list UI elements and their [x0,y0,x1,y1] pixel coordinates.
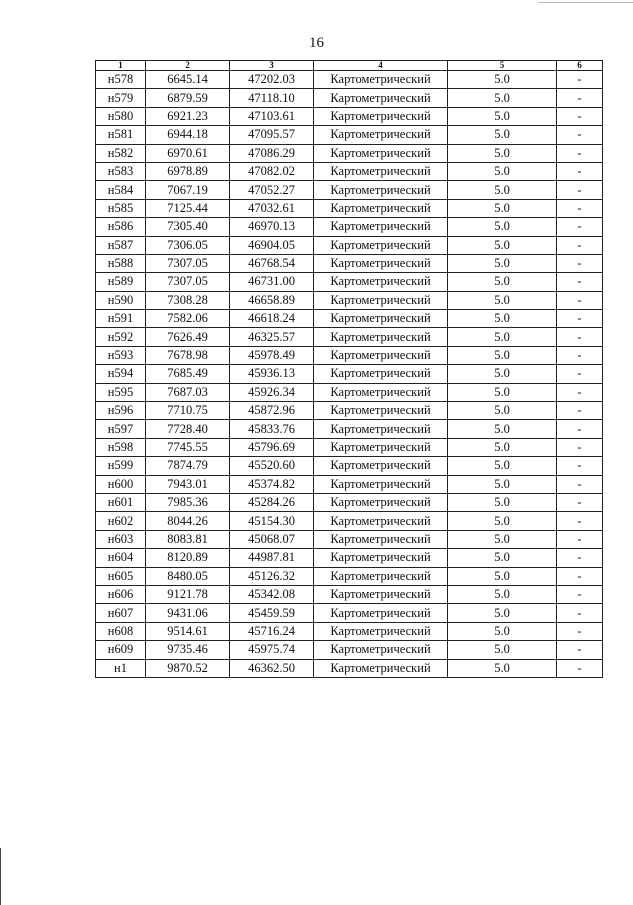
accuracy-cell: 5.0 [448,420,557,438]
table-row [96,71,603,89]
table-row [96,236,603,254]
method-cell: Картометрический [314,549,448,567]
method-cell: Картометрический [314,126,448,144]
point-id-cell: н599 [96,457,146,475]
note-cell: - [557,273,603,291]
note-cell: - [557,199,603,217]
x-coordinate-cell: 7678.98 [146,346,230,364]
note-cell: - [557,254,603,272]
y-coordinate-cell: 46731.00 [230,273,314,291]
note-cell: - [557,71,603,89]
method-cell: Картометрический [314,199,448,217]
point-id-cell: н600 [96,475,146,493]
y-coordinate-cell: 45342.08 [230,585,314,603]
accuracy-cell: 5.0 [448,604,557,622]
method-cell: Картометрический [314,162,448,180]
accuracy-cell: 5.0 [448,383,557,401]
table-row [96,402,603,420]
table-row [96,107,603,125]
accuracy-cell: 5.0 [448,438,557,456]
x-coordinate-cell: 6944.18 [146,126,230,144]
x-coordinate-cell: 6879.59 [146,89,230,107]
accuracy-cell: 5.0 [448,659,557,677]
note-cell: - [557,641,603,659]
note-cell: - [557,475,603,493]
note-cell: - [557,365,603,383]
accuracy-cell: 5.0 [448,530,557,548]
table-row [96,218,603,236]
point-id-cell: н590 [96,291,146,309]
x-coordinate-cell: 7307.05 [146,254,230,272]
note-cell: - [557,89,603,107]
x-coordinate-cell: 7728.40 [146,420,230,438]
method-cell: Картометрический [314,346,448,364]
point-id-cell: н598 [96,438,146,456]
table-row [96,475,603,493]
x-coordinate-cell: 7874.79 [146,457,230,475]
y-coordinate-cell: 45459.59 [230,604,314,622]
x-coordinate-cell: 7626.49 [146,328,230,346]
method-cell: Картометрический [314,493,448,511]
note-cell: - [557,107,603,125]
column-header-1: 1 [96,61,146,71]
y-coordinate-cell: 45926.34 [230,383,314,401]
accuracy-cell: 5.0 [448,365,557,383]
accuracy-cell: 5.0 [448,457,557,475]
note-cell: - [557,402,603,420]
table-row [96,162,603,180]
y-coordinate-cell: 45978.49 [230,346,314,364]
x-coordinate-cell: 8480.05 [146,567,230,585]
x-coordinate-cell: 7687.03 [146,383,230,401]
point-id-cell: н579 [96,89,146,107]
point-id-cell: н594 [96,365,146,383]
table-row [96,641,603,659]
accuracy-cell: 5.0 [448,71,557,89]
note-cell: - [557,126,603,144]
note-cell: - [557,383,603,401]
note-cell: - [557,144,603,162]
left-edge-rule [0,848,1,905]
note-cell: - [557,549,603,567]
method-cell: Картометрический [314,530,448,548]
point-id-cell: н605 [96,567,146,585]
x-coordinate-cell: 7710.75 [146,402,230,420]
point-id-cell: н587 [96,236,146,254]
method-cell: Картометрический [314,328,448,346]
accuracy-cell: 5.0 [448,236,557,254]
y-coordinate-cell: 46658.89 [230,291,314,309]
y-coordinate-cell: 45068.07 [230,530,314,548]
point-id-cell: н607 [96,604,146,622]
x-coordinate-cell: 6978.89 [146,162,230,180]
y-coordinate-cell: 46362.50 [230,659,314,677]
accuracy-cell: 5.0 [448,622,557,640]
y-coordinate-cell: 46618.24 [230,310,314,328]
accuracy-cell: 5.0 [448,402,557,420]
method-cell: Картометрический [314,567,448,585]
note-cell: - [557,585,603,603]
note-cell: - [557,181,603,199]
accuracy-cell: 5.0 [448,641,557,659]
y-coordinate-cell: 45520.60 [230,457,314,475]
x-coordinate-cell: 6970.61 [146,144,230,162]
point-id-cell: н601 [96,493,146,511]
method-cell: Картометрический [314,585,448,603]
column-header-6: 6 [557,61,603,71]
x-coordinate-cell: 7985.36 [146,493,230,511]
accuracy-cell: 5.0 [448,346,557,364]
accuracy-cell: 5.0 [448,328,557,346]
note-cell: - [557,218,603,236]
table-row [96,659,603,677]
table-row [96,89,603,107]
method-cell: Картометрический [314,273,448,291]
method-cell: Картометрический [314,641,448,659]
note-cell: - [557,310,603,328]
accuracy-cell: 5.0 [448,89,557,107]
y-coordinate-cell: 47118.10 [230,89,314,107]
accuracy-cell: 5.0 [448,493,557,511]
accuracy-cell: 5.0 [448,585,557,603]
accuracy-cell: 5.0 [448,162,557,180]
point-id-cell: н580 [96,107,146,125]
accuracy-cell: 5.0 [448,549,557,567]
x-coordinate-cell: 7943.01 [146,475,230,493]
x-coordinate-cell: 7685.49 [146,365,230,383]
table-row [96,199,603,217]
note-cell: - [557,328,603,346]
x-coordinate-cell: 7306.05 [146,236,230,254]
y-coordinate-cell: 47052.27 [230,181,314,199]
accuracy-cell: 5.0 [448,291,557,309]
accuracy-cell: 5.0 [448,144,557,162]
point-id-cell: н581 [96,126,146,144]
table-row [96,254,603,272]
point-id-cell: н602 [96,512,146,530]
point-id-cell: н584 [96,181,146,199]
x-coordinate-cell: 6645.14 [146,71,230,89]
accuracy-cell: 5.0 [448,107,557,125]
note-cell: - [557,659,603,677]
y-coordinate-cell: 45975.74 [230,641,314,659]
y-coordinate-cell: 46768.54 [230,254,314,272]
table-row [96,144,603,162]
method-cell: Картометрический [314,181,448,199]
table-row [96,126,603,144]
method-cell: Картометрический [314,107,448,125]
method-cell: Картометрический [314,420,448,438]
method-cell: Картометрический [314,89,448,107]
point-id-cell: н597 [96,420,146,438]
accuracy-cell: 5.0 [448,512,557,530]
table-row [96,585,603,603]
coordinates-table [95,60,603,678]
x-coordinate-cell: 8120.89 [146,549,230,567]
point-id-cell: н595 [96,383,146,401]
method-cell: Картометрический [314,457,448,475]
method-cell: Картометрический [314,622,448,640]
y-coordinate-cell: 47032.61 [230,199,314,217]
method-cell: Картометрический [314,383,448,401]
point-id-cell: н582 [96,144,146,162]
method-cell: Картометрический [314,475,448,493]
table-row [96,622,603,640]
point-id-cell: н603 [96,530,146,548]
method-cell: Картометрический [314,310,448,328]
note-cell: - [557,493,603,511]
x-coordinate-cell: 7307.05 [146,273,230,291]
y-coordinate-cell: 45126.32 [230,567,314,585]
point-id-cell: н1 [96,659,146,677]
y-coordinate-cell: 47086.29 [230,144,314,162]
point-id-cell: н583 [96,162,146,180]
y-coordinate-cell: 47103.61 [230,107,314,125]
x-coordinate-cell: 8044.26 [146,512,230,530]
point-id-cell: н609 [96,641,146,659]
x-coordinate-cell: 7582.06 [146,310,230,328]
note-cell: - [557,291,603,309]
table-row [96,457,603,475]
note-cell: - [557,512,603,530]
x-coordinate-cell: 7125.44 [146,199,230,217]
x-coordinate-cell: 9870.52 [146,659,230,677]
note-cell: - [557,604,603,622]
top-edge-rule [538,2,633,3]
note-cell: - [557,346,603,364]
method-cell: Картометрический [314,236,448,254]
method-cell: Картометрический [314,512,448,530]
accuracy-cell: 5.0 [448,254,557,272]
y-coordinate-cell: 47202.03 [230,71,314,89]
column-header-4: 4 [314,61,448,71]
method-cell: Картометрический [314,438,448,456]
x-coordinate-cell: 6921.23 [146,107,230,125]
method-cell: Картометрический [314,254,448,272]
x-coordinate-cell: 9735.46 [146,641,230,659]
method-cell: Картометрический [314,365,448,383]
y-coordinate-cell: 44987.81 [230,549,314,567]
accuracy-cell: 5.0 [448,567,557,585]
method-cell: Картометрический [314,291,448,309]
table-row [96,567,603,585]
table-row [96,383,603,401]
point-id-cell: н596 [96,402,146,420]
table-row [96,291,603,309]
x-coordinate-cell: 9121.78 [146,585,230,603]
table-row [96,346,603,364]
y-coordinate-cell: 46904.05 [230,236,314,254]
y-coordinate-cell: 45716.24 [230,622,314,640]
table-row [96,273,603,291]
accuracy-cell: 5.0 [448,218,557,236]
method-cell: Картометрический [314,71,448,89]
column-header-5: 5 [448,61,557,71]
note-cell: - [557,622,603,640]
y-coordinate-cell: 45284.26 [230,493,314,511]
y-coordinate-cell: 47082.02 [230,162,314,180]
x-coordinate-cell: 7308.28 [146,291,230,309]
method-cell: Картометрический [314,659,448,677]
table-row [96,365,603,383]
column-header-3: 3 [230,61,314,71]
point-id-cell: н585 [96,199,146,217]
accuracy-cell: 5.0 [448,310,557,328]
accuracy-cell: 5.0 [448,475,557,493]
point-id-cell: н593 [96,346,146,364]
table-row [96,420,603,438]
x-coordinate-cell: 7745.55 [146,438,230,456]
accuracy-cell: 5.0 [448,126,557,144]
note-cell: - [557,567,603,585]
point-id-cell: н588 [96,254,146,272]
x-coordinate-cell: 7067.19 [146,181,230,199]
page-number: 16 [309,35,324,51]
method-cell: Картометрический [314,402,448,420]
x-coordinate-cell: 8083.81 [146,530,230,548]
point-id-cell: н592 [96,328,146,346]
point-id-cell: н589 [96,273,146,291]
y-coordinate-cell: 45872.96 [230,402,314,420]
table-body [96,71,603,678]
y-coordinate-cell: 45374.82 [230,475,314,493]
method-cell: Картометрический [314,144,448,162]
y-coordinate-cell: 45154.30 [230,512,314,530]
table-row [96,549,603,567]
table-row [96,328,603,346]
point-id-cell: н578 [96,71,146,89]
table-row [96,530,603,548]
y-coordinate-cell: 47095.57 [230,126,314,144]
accuracy-cell: 5.0 [448,181,557,199]
accuracy-cell: 5.0 [448,273,557,291]
point-id-cell: н608 [96,622,146,640]
note-cell: - [557,420,603,438]
y-coordinate-cell: 45796.69 [230,438,314,456]
method-cell: Картометрический [314,604,448,622]
note-cell: - [557,438,603,456]
point-id-cell: н606 [96,585,146,603]
y-coordinate-cell: 46970.13 [230,218,314,236]
note-cell: - [557,162,603,180]
x-coordinate-cell: 9431.06 [146,604,230,622]
y-coordinate-cell: 45833.76 [230,420,314,438]
point-id-cell: н604 [96,549,146,567]
note-cell: - [557,530,603,548]
method-cell: Картометрический [314,218,448,236]
accuracy-cell: 5.0 [448,199,557,217]
table-row [96,493,603,511]
x-coordinate-cell: 7305.40 [146,218,230,236]
table-row [96,512,603,530]
point-id-cell: н586 [96,218,146,236]
table-row [96,181,603,199]
y-coordinate-cell: 46325.57 [230,328,314,346]
table-row [96,310,603,328]
column-header-2: 2 [146,61,230,71]
note-cell: - [557,236,603,254]
point-id-cell: н591 [96,310,146,328]
table-row [96,438,603,456]
x-coordinate-cell: 9514.61 [146,622,230,640]
note-cell: - [557,457,603,475]
table-header-row [96,61,603,71]
table-row [96,604,603,622]
y-coordinate-cell: 45936.13 [230,365,314,383]
